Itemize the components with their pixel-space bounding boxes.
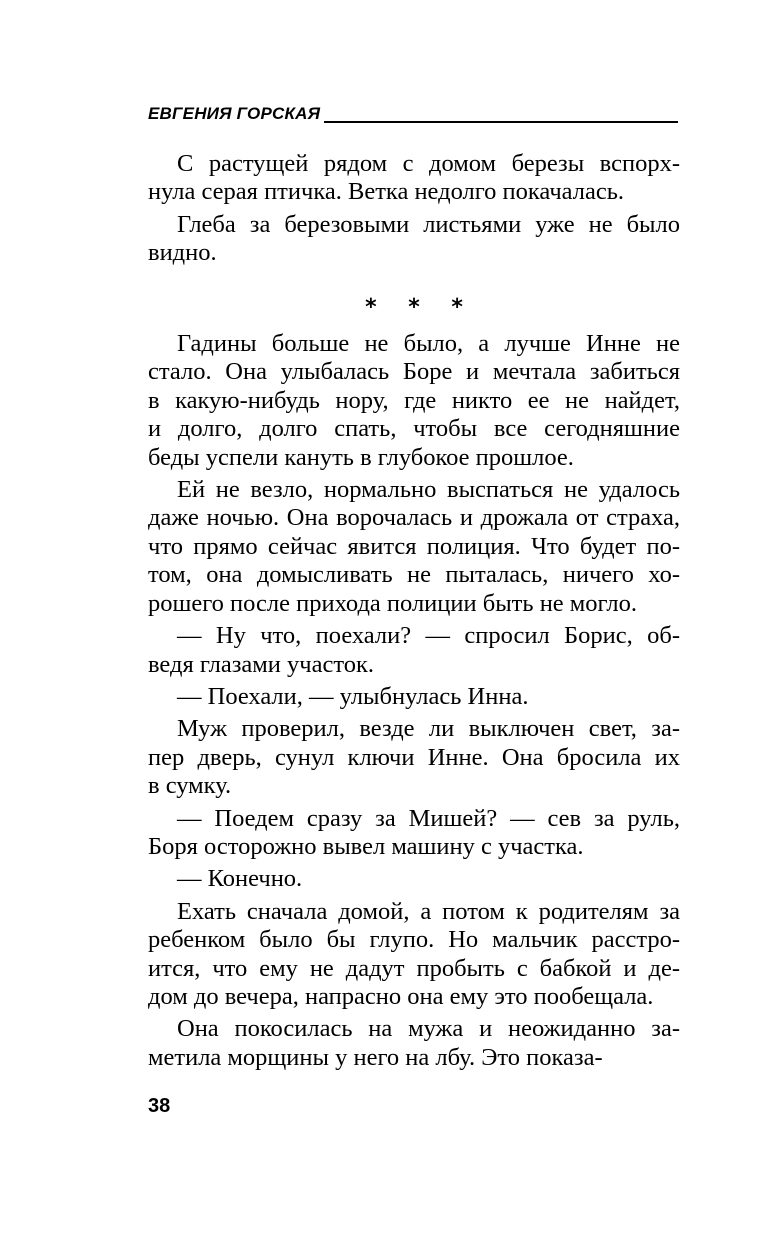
text-line: пер дверь, сунул ключи Инне. Она бросила их [148,743,680,771]
paragraph [148,805,680,862]
header-rule [324,121,678,123]
text-line: — Поедем сразу за Мишей? — сев за руль, [177,804,680,832]
text-line: рошего после прихода полиции быть не могло. [148,589,637,617]
text-line: Гадины больше не было, а лучше Инне не [177,330,680,358]
text-line: и долго, долго спать, чтобы все сегодняшние [148,415,680,443]
text-line: С растущей рядом с домом березы вспорх- [177,150,680,177]
text-line: ведя глазами участок. [148,650,375,678]
text-line: — Поехали, — улыбнулась Инна. [177,682,529,710]
paragraph [148,476,680,618]
text-line: что прямо сейчас явится полиция. Что будет по- [148,532,680,560]
text-line: беды успели кануть в глубокое прошлое. [148,443,574,471]
text-line: Муж проверил, везде ли выключен свет, за- [177,715,680,743]
paragraph [148,715,680,800]
text-line: Глеба за березовыми листьями уже не было [177,210,680,238]
text-line: ребенком было бы глупо. Но мальчик расстро- [148,926,680,954]
paragraph [148,898,680,1012]
text-part-1 [148,150,680,268]
paragraph [148,211,680,268]
text-line: в сумку. [148,772,232,800]
text-line: в какую-нибудь нору, где никто ее не найдет, [148,386,680,414]
text-part-2 [148,330,680,1072]
text-line: видно. [148,239,217,267]
text-line: — Ну что, поехали? — спросил Борис, об- [177,622,680,650]
section-separator: * * * [365,294,475,320]
paragraph [148,150,680,207]
text-line: стало. Она улыбалась Боре и мечтала забиться [148,358,680,386]
running-header [148,102,678,126]
paragraph [148,622,680,679]
body-text [148,150,680,1076]
page-number: 38 [148,1095,171,1117]
text-line: Ехать сначала домой, а потом к родителям за [177,897,680,925]
text-line: даже ночью. Она ворочалась и дрожала от страха, [148,504,680,532]
text-line: Она покосилась на мужа и неожиданно за- [177,1015,680,1043]
text-line: Боря осторожно вывел машину с участка. [148,832,584,860]
text-line: нула серая птичка. Ветка недолго покачалась. [148,178,625,206]
paragraph [148,1015,680,1072]
header-author: ЕВГЕНИЯ ГОРСКАЯ [148,104,321,123]
paragraph [148,865,680,893]
text-line: метила морщины у него на лбу. Это показа- [148,1043,603,1071]
paragraph [148,330,680,472]
text-line: — Конечно. [177,865,303,893]
text-line: ится, что ему не дадут пробыть с бабкой и де- [148,954,680,982]
paragraph [148,683,680,711]
text-line: том, она домысливать не пыталась, ничего хо- [148,561,680,589]
text-line: дом до вечера, напрасно она ему это пообещала. [148,982,654,1010]
text-line: Ей не везло, нормально выспаться не удалось [177,476,680,504]
